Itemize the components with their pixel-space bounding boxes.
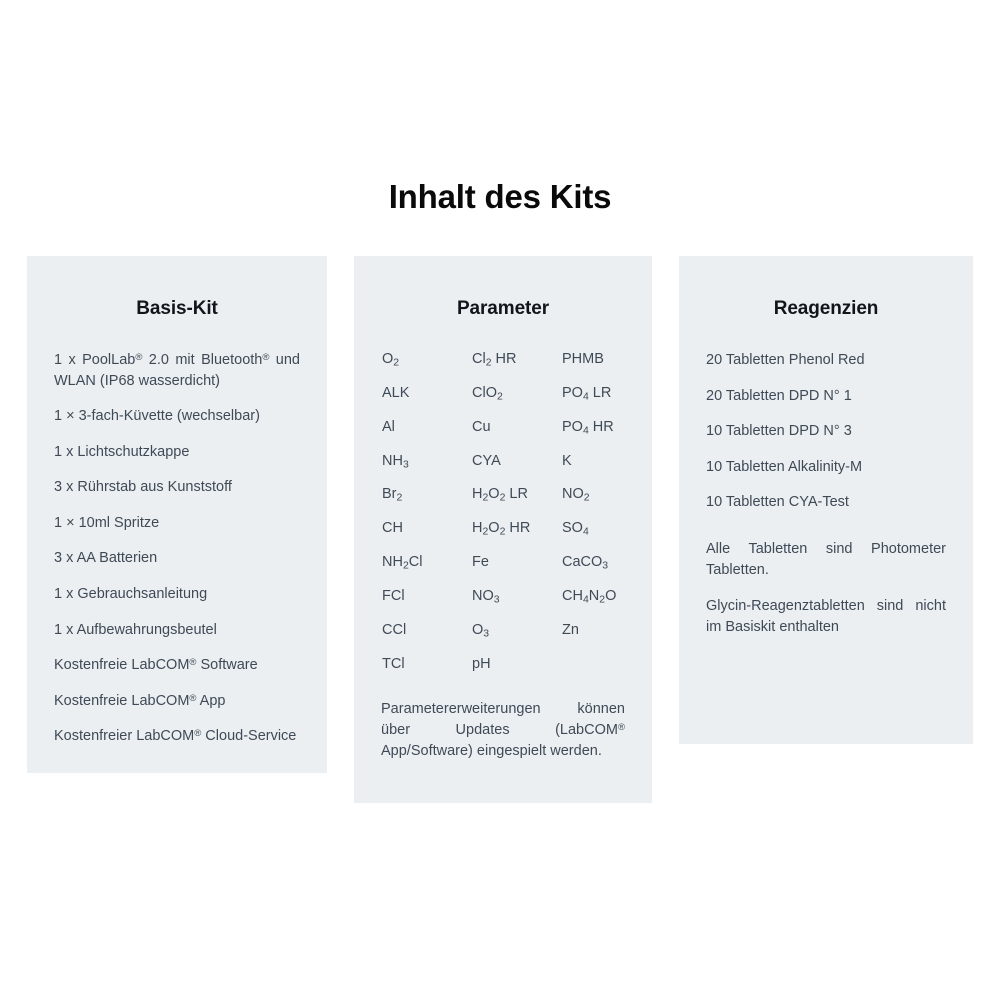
list-item: 20 Tabletten DPD N° 1 bbox=[706, 387, 852, 404]
parameter-item: Al bbox=[382, 418, 395, 435]
list-item: Kostenfreie LabCOM® Software bbox=[54, 657, 258, 674]
parameter-item: $O_2$ bbox=[382, 351, 400, 369]
list-item: 10 Tabletten DPD N° 3 bbox=[706, 423, 852, 440]
list-item: 1 x PoolLab® 2.0 mit Bluetooth® und WLAN (IP68 wasserdicht) bbox=[54, 351, 300, 389]
parameter-item: $CH_4N_2O$ bbox=[562, 587, 617, 606]
parameter-item: $Cl_2$ HR bbox=[472, 351, 517, 369]
parameter-item: Zn bbox=[562, 621, 579, 638]
parameter-item: $NH_2Cl$ bbox=[382, 554, 423, 572]
parameter-item: $PO_4$ LR bbox=[562, 384, 612, 403]
reagenzien-item-list bbox=[706, 350, 946, 513]
list-item: 1 x Lichtschutzkappe bbox=[54, 443, 190, 460]
parameter-item: K bbox=[562, 452, 572, 469]
list-item: 1 × 10ml Spritze bbox=[54, 514, 160, 531]
list-item: Kostenfreie LabCOM® App bbox=[54, 692, 226, 709]
card-reagenzien bbox=[679, 256, 973, 744]
list-item: 20 Tabletten Phenol Red bbox=[706, 352, 865, 368]
parameter-item: $NH_3$ bbox=[382, 452, 409, 470]
parameter-item: $SO_4$ bbox=[562, 520, 589, 538]
parameter-item: CaCO$_3$ bbox=[562, 554, 609, 572]
parameter-item: $H_2O_2$ HR bbox=[472, 520, 531, 538]
parameter-item: $NO_3$ bbox=[472, 587, 500, 606]
list-item: 1 x Gebrauchsanleitung bbox=[54, 586, 208, 603]
parameter-item: TCl bbox=[382, 655, 405, 672]
card-title-parameter: Parameter bbox=[456, 298, 550, 319]
card-title-reagenzien: Reagenzien bbox=[773, 298, 879, 319]
parameter-note: Parametererweiterungen können über Updates (LabCOM® App/Software) eingespielt werden. bbox=[381, 701, 625, 760]
reagenzien-note-glycin: Glycin-Reagenztabletten sind nicht im Basiskit enthalten bbox=[706, 597, 946, 635]
card-parameter bbox=[354, 256, 652, 803]
list-item: 3 x AA Batterien bbox=[54, 550, 158, 567]
basis-kit-item-list bbox=[54, 350, 300, 747]
list-item: 1 x Aufbewahrungsbeutel bbox=[54, 621, 217, 638]
parameter-grid bbox=[382, 350, 625, 673]
list-item: 10 Tabletten CYA-Test bbox=[706, 494, 849, 511]
parameter-item: Cu bbox=[472, 418, 491, 435]
parameter-item: CH bbox=[382, 520, 403, 537]
list-item: Kostenfreier LabCOM® Cloud-Service bbox=[54, 728, 297, 745]
page-title: Inhalt des Kits bbox=[388, 178, 612, 216]
card-title-basis-kit: Basis-Kit bbox=[136, 298, 218, 319]
list-item: 10 Tabletten Alkalinity-M bbox=[706, 458, 863, 475]
parameter-item: CYA bbox=[472, 452, 501, 469]
list-item: 3 x Rührstab aus Kunststoff bbox=[54, 479, 232, 496]
list-item: 1 × 3-fach-Küvette (wechselbar) bbox=[54, 408, 260, 425]
parameter-item: FCl bbox=[382, 587, 405, 604]
parameter-item: $H_2O_2$ LR bbox=[472, 486, 528, 504]
parameter-item: ClO$_2$ bbox=[472, 384, 503, 403]
parameter-item: CCl bbox=[382, 621, 407, 638]
card-basis-kit bbox=[27, 256, 327, 773]
parameter-item: Fe bbox=[472, 554, 489, 571]
parameter-item: $O_3$ bbox=[472, 621, 490, 640]
reagenzien-note-photometer: Alle Tabletten sind Photometer Tabletten. bbox=[706, 540, 946, 578]
parameter-item: $PO_4$ HR bbox=[562, 418, 614, 436]
parameter-item: ALK bbox=[382, 384, 410, 401]
parameter-item: pH bbox=[472, 655, 491, 672]
parameter-item: $NO_2$ bbox=[562, 486, 590, 504]
parameter-item: PHMB bbox=[562, 351, 604, 367]
parameter-item: $Br_2$ bbox=[382, 486, 403, 504]
kit-cards-container bbox=[27, 256, 973, 803]
